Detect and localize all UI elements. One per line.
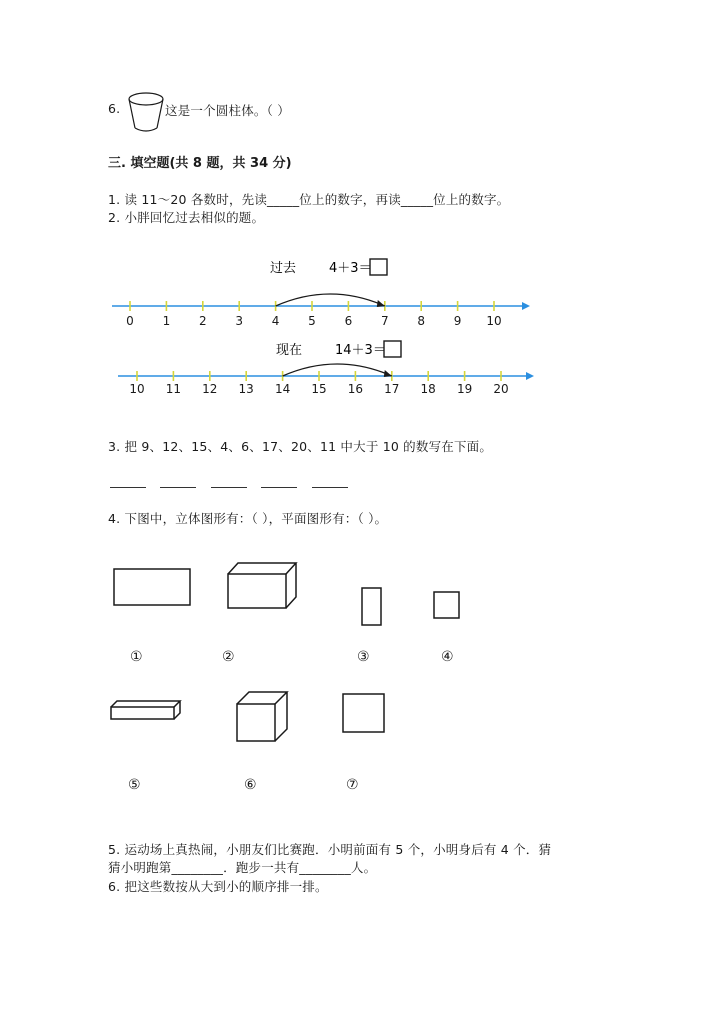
now-axis-arrow bbox=[526, 372, 534, 380]
shape-1-rectangle bbox=[114, 569, 190, 605]
section-title: 三. 填空题(共 8 题，共 34 分) bbox=[108, 156, 292, 171]
now-tick-label-16: 16 bbox=[347, 382, 364, 396]
now-jump-arc bbox=[283, 364, 392, 376]
past-tick-label-0: 0 bbox=[126, 314, 134, 328]
shape-label-7: ⑦ bbox=[346, 777, 359, 793]
shape-label-6: ⑥ bbox=[244, 777, 257, 793]
past-tick-label-8: 8 bbox=[417, 314, 426, 328]
past-tick-label-5: 5 bbox=[308, 314, 316, 328]
now-tick-label-12: 12 bbox=[202, 382, 218, 396]
answer-blank-5[interactable] bbox=[312, 487, 348, 488]
question-6: 6. 把这些数按从大到小的顺序排一排。 bbox=[108, 879, 328, 894]
answer-blank-2[interactable] bbox=[160, 487, 196, 488]
past-answer-box bbox=[370, 259, 387, 275]
answer-blank-3[interactable] bbox=[211, 487, 247, 488]
question-3: 3. 把 9、12、15、4、6、17、20、11 中大于 10 的数写在下面。 bbox=[108, 439, 493, 454]
shape-label-1: ① bbox=[130, 649, 143, 665]
answer-blank-1[interactable] bbox=[110, 487, 146, 488]
shape-4-square bbox=[434, 592, 459, 618]
question-2: 2. 小胖回忆过去相似的题。 bbox=[108, 210, 265, 225]
past-tick-label-7: 7 bbox=[380, 314, 389, 328]
question-1: 1. 读 11～20 各数时，先读_____位上的数字，再读_____位上的数字。 bbox=[108, 192, 510, 207]
shape-5-cuboid bbox=[111, 701, 180, 719]
q6-prev-number: 6. bbox=[108, 101, 121, 116]
past-equation: 4＋3＝ bbox=[329, 261, 372, 276]
now-tick-label-20: 20 bbox=[493, 382, 509, 396]
past-tick-label-9: 9 bbox=[453, 314, 462, 328]
now-answer-box bbox=[384, 341, 401, 357]
now-tick-label-13: 13 bbox=[238, 382, 254, 396]
now-tick-label-19: 19 bbox=[456, 382, 473, 396]
past-tick-label-6: 6 bbox=[344, 314, 353, 328]
shape-label-4: ④ bbox=[441, 649, 454, 665]
shape-label-5: ⑤ bbox=[128, 777, 141, 793]
question-4: 4. 下图中，立体图形有：（ ），平面图形有：（ ）。 bbox=[108, 511, 388, 526]
shape-7-square bbox=[343, 694, 384, 732]
past-tick-label-4: 4 bbox=[271, 314, 280, 328]
shape-3-rectangle bbox=[362, 588, 381, 625]
past-jump-arc bbox=[276, 294, 385, 306]
bucket-icon bbox=[126, 90, 166, 134]
past-tick-label-1: 1 bbox=[162, 314, 171, 328]
past-number-line bbox=[112, 259, 530, 328]
now-tick-label-15: 15 bbox=[311, 382, 327, 396]
now-equation: 14＋3＝ bbox=[335, 343, 386, 358]
past-tick-label-2: 2 bbox=[198, 314, 207, 328]
now-tick-label-11: 11 bbox=[165, 382, 182, 396]
past-tick-label-10: 10 bbox=[486, 314, 502, 328]
question-5-line-1: 5. 运动场上真热闹，小朋友们比赛跑．小明前面有 5 个，小明身后有 4 个．猜 bbox=[108, 842, 552, 857]
past-jump-arrowhead bbox=[377, 300, 385, 307]
now-label: 现在 bbox=[276, 343, 303, 358]
shape-label-2: ② bbox=[222, 649, 235, 665]
shape-label-3: ③ bbox=[357, 649, 370, 665]
shape-2-cuboid bbox=[228, 563, 296, 608]
now-tick-label-17: 17 bbox=[384, 382, 400, 396]
shapes-figure bbox=[0, 550, 720, 810]
answer-blank-4[interactable] bbox=[261, 487, 297, 488]
now-number-line bbox=[118, 341, 534, 396]
now-tick-label-10: 10 bbox=[129, 382, 145, 396]
past-tick-label-3: 3 bbox=[235, 314, 244, 328]
now-tick-label-14: 14 bbox=[274, 382, 291, 396]
shape-6-cube bbox=[237, 692, 287, 741]
now-jump-arrowhead bbox=[384, 370, 392, 377]
q6-prev-text: 这是一个圆柱体。（ ） bbox=[165, 103, 290, 118]
now-tick-label-18: 18 bbox=[420, 382, 436, 396]
question-5-line-2: 猜小明跑第________．跑步一共有________人。 bbox=[108, 860, 377, 875]
past-axis-arrow bbox=[522, 302, 530, 310]
number-lines-figure bbox=[0, 240, 720, 410]
past-label: 过去 bbox=[270, 261, 297, 276]
